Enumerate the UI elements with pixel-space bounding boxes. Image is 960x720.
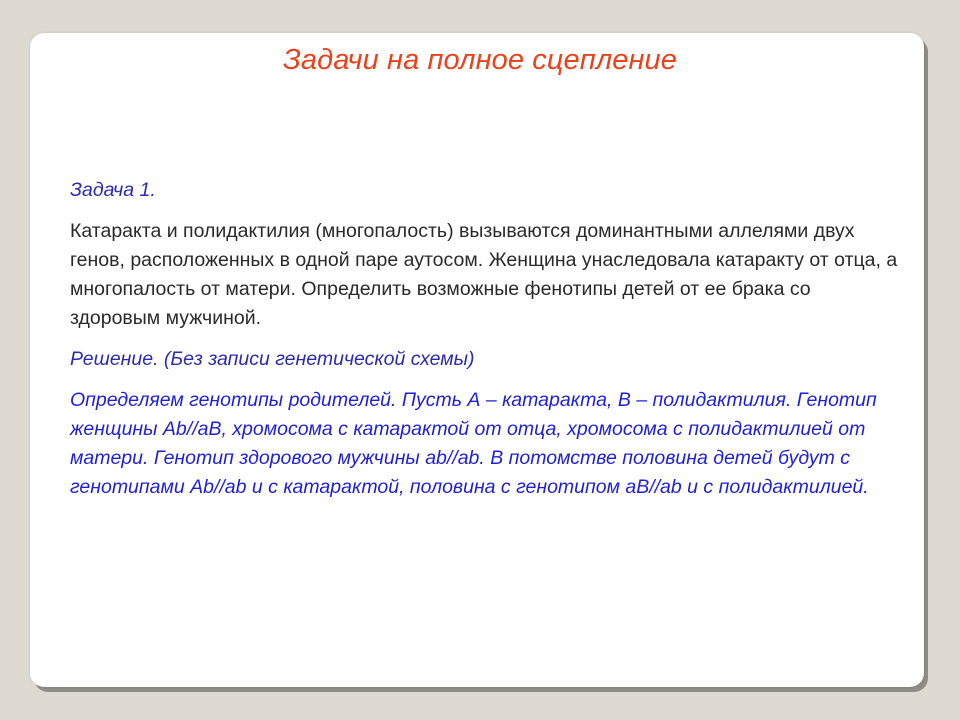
- problem-text: Катаракта и полидактилия (многопалость) вызываются доминантными аллелями двух генов, расположенных в одной паре аутосом. Женщина унаследовала катаракту от отца, а многопалость от матери. Определить возможные фенотипы детей от ее брака со здоровым мужчиной.: [70, 220, 898, 329]
- solution-text: Определяем генотипы родителей. Пусть А – катаракта, В – полидактилия. Генотип женщины Аb//аВ, хромосома с катарактой от отца, хромосома с полидактилией от матери. Генотип здорового мужчины аb//аb. В потомстве половина детей будут с генотипами Аb//аb и с катарактой, половина с генотипом аВ//аb и с полидактилией.: [70, 389, 877, 498]
- solution-heading: Решение. (Без записи генетической схемы): [70, 348, 475, 370]
- slide-content: [70, 176, 900, 514]
- slide-title: Задачи на полное сцепление: [282, 44, 678, 76]
- task-label: Задача 1.: [70, 179, 156, 201]
